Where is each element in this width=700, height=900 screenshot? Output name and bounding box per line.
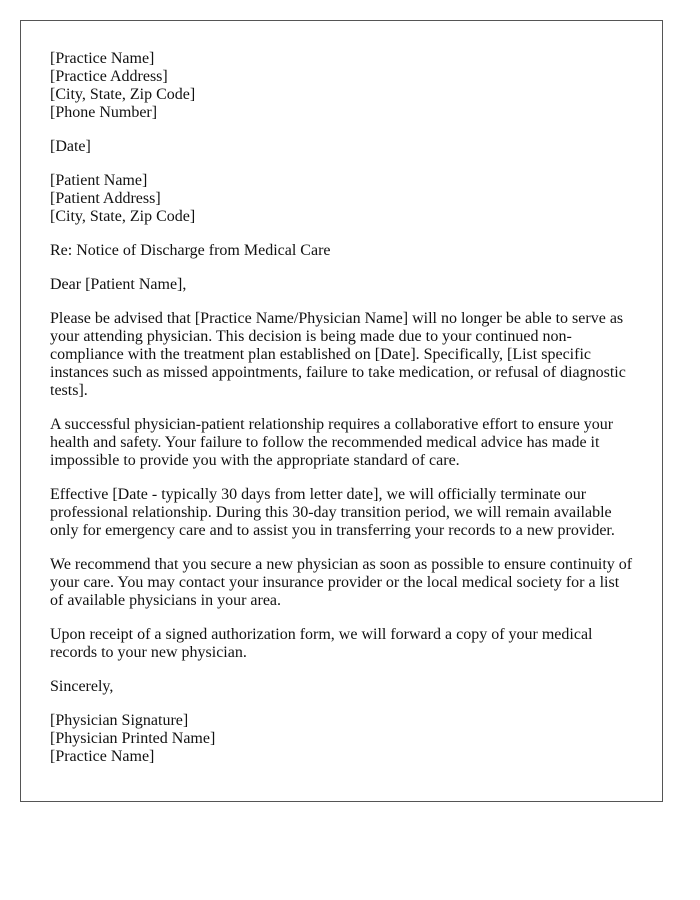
body-paragraph: Upon receipt of a signed authorization form, we will forward a copy of your medical records to your new physician. [50, 626, 593, 661]
patient-address: [Patient Address] [50, 190, 161, 207]
body-paragraph: We recommend that you secure a new physician as soon as possible to ensure continuity of your care. You may contact your insurance provider or the local medical society for a list of available physicians in your area. [50, 556, 633, 609]
sender-address [50, 50, 633, 122]
practice-address: [Practice Address] [50, 68, 168, 85]
salutation: Dear [Patient Name], [50, 276, 187, 293]
patient-name: [Patient Name] [50, 172, 148, 189]
practice-phone: [Phone Number] [50, 104, 158, 121]
practice-city-state-zip: [City, State, Zip Code] [50, 86, 196, 103]
recipient-address [50, 172, 633, 226]
physician-signature: [Physician Signature] [50, 712, 189, 729]
letter-date: [Date] [50, 138, 91, 155]
practice-name: [Practice Name] [50, 50, 155, 67]
subject-line: Re: Notice of Discharge from Medical Care [50, 242, 331, 259]
body-paragraph: A successful physician-patient relationship requires a collaborative effort to ensure your health and safety. Your failure to follow the recommended medical advice has made it impossible to provide you with the appropriate standard of care. [50, 416, 614, 469]
closing: Sincerely, [50, 678, 114, 695]
patient-city-state-zip: [City, State, Zip Code] [50, 208, 196, 225]
body-paragraph: Please be advised that [Practice Name/Physician Name] will no longer be able to serve as your attending physician. This decision is being made due to your continued non-compliance with the treatment plan established on [Date]. Specifically, [List specific instances such as missed appointments, failure to take medication, or refusal of diagnostic tests]. [50, 310, 626, 399]
letter-document [20, 20, 663, 802]
body-paragraph: Effective [Date - typically 30 days from letter date], we will officially terminate our professional relationship. During this 30-day transition period, we will remain available only for emergency care and to assist you in transferring your records to a new provider. [50, 486, 615, 539]
physician-printed-name: [Physician Printed Name] [50, 730, 216, 747]
signature-practice-name: [Practice Name] [50, 748, 155, 765]
signature-block [50, 712, 633, 766]
